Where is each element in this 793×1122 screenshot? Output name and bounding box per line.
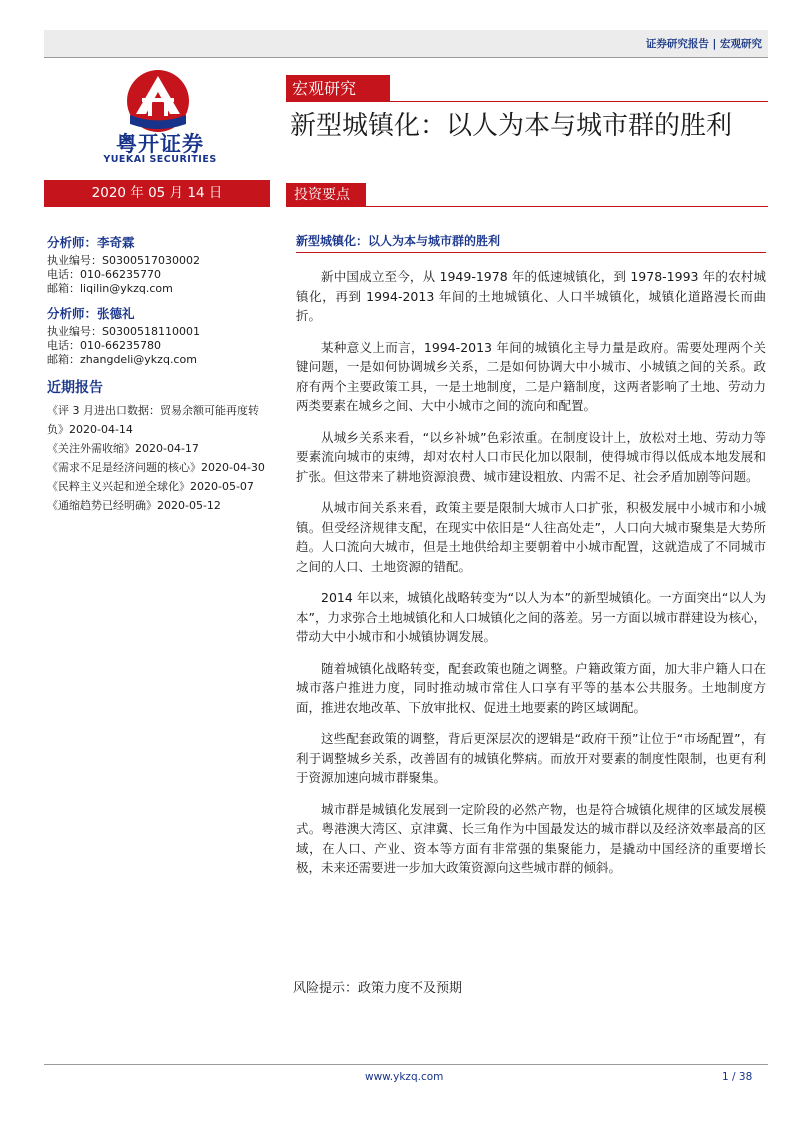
sidebar: [47, 233, 277, 515]
analyst-cert: 执业编号：S0300517030002: [47, 254, 200, 267]
analyst-email[interactable]: 邮箱：liqilin@ykzq.com: [47, 282, 173, 295]
category-divider: [384, 101, 768, 102]
brand-name-cn: 粤开证券: [116, 132, 204, 156]
analyst-phone: 电话：010-66235770: [47, 268, 161, 281]
recent-report-link[interactable]: 《民粹主义兴起和逆全球化》2020-05-07: [47, 480, 254, 493]
footer-website-link[interactable]: www.ykzq.com: [365, 1071, 444, 1083]
footer-divider: [44, 1064, 768, 1065]
recent-report-link[interactable]: 《关注外需收缩》2020-04-17: [47, 442, 199, 455]
recent-reports-title: 近期报告: [47, 380, 103, 396]
body-paragraph: 新中国成立至今，从 1949-1978 年的低速城镇化，到 1978-1993 年的农村城镇化，再到 1994-2013 年间的土地城镇化、人口半城镇化，城镇化道路漫长而曲折。: [296, 269, 766, 323]
brand-name-en: YUEKAI SECURITIES: [103, 154, 217, 165]
body-paragraph: 某种意义上而言，1994-2013 年间的城镇化主导力量是政府。需要处理两个关键问题，一是如何协调城乡关系，二是如何协调大中小城市、小城镇之间的关系。政府有两个主要政策工具，一是土地制度，二是户籍制度，这两者影响了土地、劳动力两类要素在城乡之间、大中小城市之间的流向和配置。: [296, 339, 766, 413]
recent-report-link[interactable]: 《需求不足是经济问题的核心》2020-04-30: [47, 461, 265, 474]
report-title: 新型城镇化：以人为本与城市群的胜利: [290, 111, 733, 141]
body-paragraph: 随着城镇化战略转变，配套政策也随之调整。户籍政策方面，加大非户籍人口在城市落户推进力度，同时推动城市常住人口享有平等的基本公共服务。土地制度方面，推进农地改革、下放审批权、促进土地要素的跨区域调配。: [296, 660, 766, 715]
recent-report-link[interactable]: 《通缩趋势已经明确》2020-05-12: [47, 499, 221, 512]
analyst-cert: 执业编号：S0300518110001: [47, 325, 200, 338]
analyst-block: [47, 233, 277, 296]
recent-report-link[interactable]: 《评 3 月进出口数据：贸易余额可能再度转负》2020-04-14: [47, 404, 259, 436]
page-number: 1 / 38: [722, 1071, 753, 1083]
section-divider: [366, 206, 768, 207]
body-paragraph: 从城市间关系来看，政策主要是限制大城市人口扩张，积极发展中小城市和小城镇。但受经济规律支配，在现实中依旧是“人往高处走”，人口向大城市聚集是大势所趋。人口流向大城市，但是土地供给却主要朝着中小城市配置，这就造成了不同城市之间的人口、土地资源的错配。: [296, 500, 766, 574]
analyst-phone: 电话：010-66235780: [47, 339, 161, 352]
top-header-bar: [44, 30, 768, 58]
body-paragraph: 从城乡关系来看，“以乡补城”色彩浓重。在制度设计上，放松对土地、劳动力等要素流向城市的束缚，却对农村人口市民化加以限制，使得城市得以低成本地发展和扩张。但这带来了耕地资源浪费、城市建设粗放、内需不足、社会矛盾加剧等问题。: [296, 429, 766, 484]
report-type-label: 证券研究报告 | 宏观研究: [645, 38, 762, 50]
main-content: [296, 232, 766, 890]
analyst-email[interactable]: 邮箱：zhangdeli@ykzq.com: [47, 353, 197, 366]
content-subheading: 新型城镇化：以人为本与城市群的胜利: [296, 232, 766, 253]
section-heading: 投资要点: [286, 183, 366, 207]
risk-warning: 风险提示：政策力度不及预期: [293, 981, 463, 996]
category-label: 宏观研究: [286, 75, 390, 102]
yuekai-logo-icon: [118, 68, 198, 134]
body-paragraph: 城市群是城镇化发展到一定阶段的必然产物，也是符合城镇化规律的区域发展模式。粤港澳大湾区、京津冀、长三角作为中国最发达的城市群以及经济效率最高的区域，在人口、产业、资本等方面有非常强的集聚能力，是撬动中国经济的重要增长极，未来还需要进一步加大政策资源向这些城市群的倾斜。: [296, 801, 766, 875]
analyst-name: 分析师：李奇霖: [47, 235, 135, 250]
report-date: 2020 年 05 月 14 日: [44, 180, 270, 207]
body-paragraph: 2014 年以来，城镇化战略转变为“以人为本”的新型城镇化。一方面突出“以人为本”，力求弥合土地城镇化和人口城镇化之间的落差。另一方面以城市群建设为核心，带动大中小城市和小城镇协调发展。: [296, 590, 766, 644]
body-paragraph: 这些配套政策的调整，背后更深层次的逻辑是“政府干预”让位于“市场配置”，有利于调整城乡关系，改善固有的城镇化弊病。而放开对要素的制度性限制，也更有利于资源加速向城市群聚集。: [296, 731, 766, 785]
analyst-name: 分析师：张德礼: [47, 306, 135, 321]
analyst-block: [47, 304, 277, 367]
